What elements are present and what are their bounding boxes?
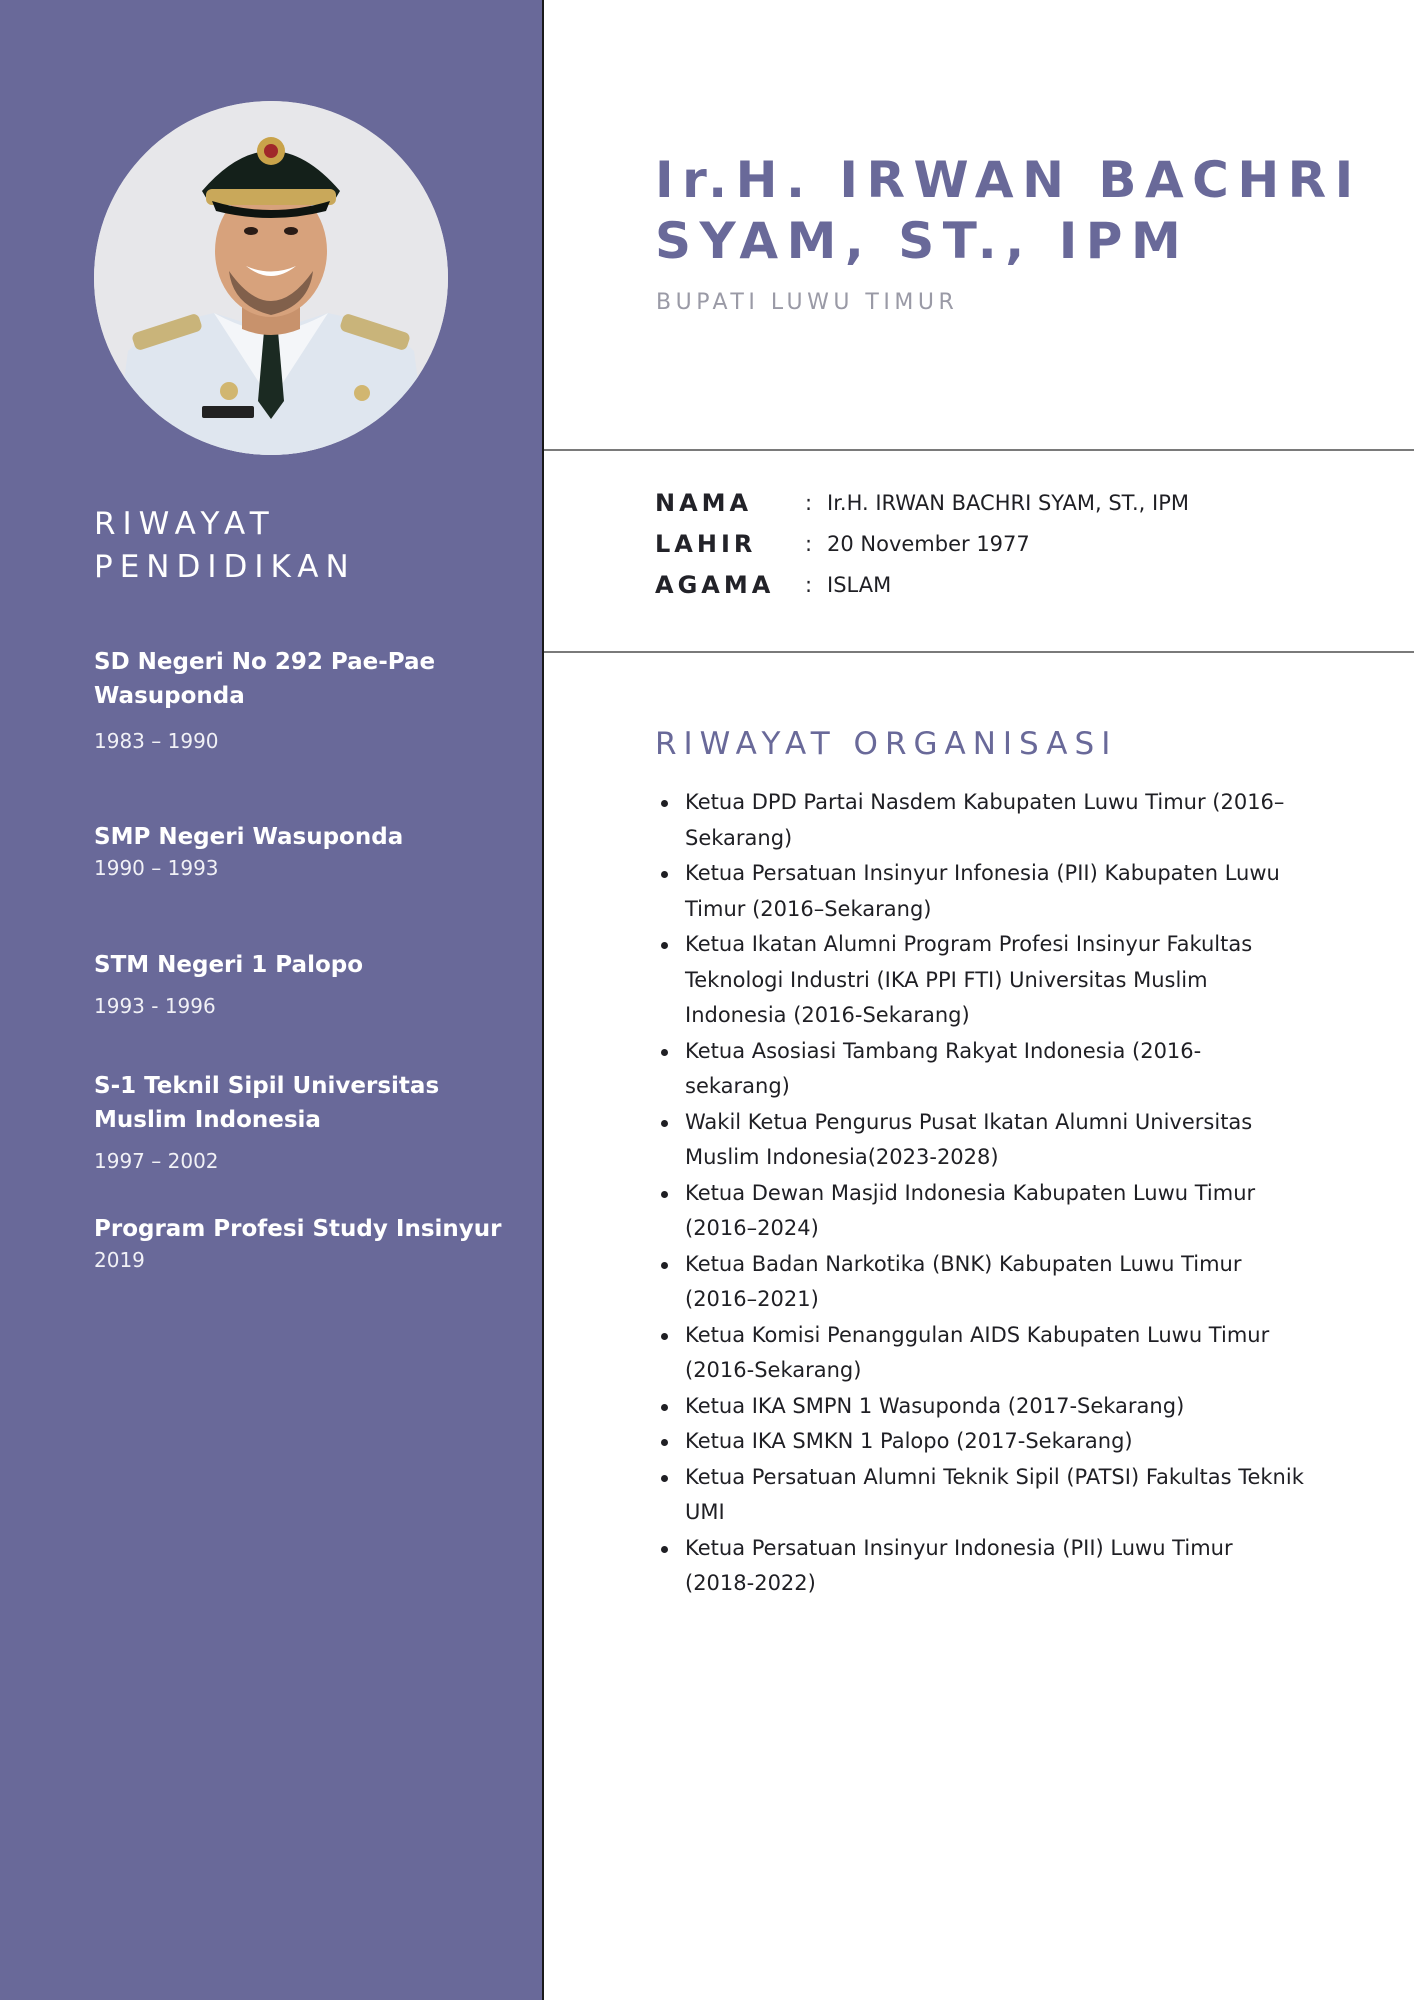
organization-text: Ketua IKA SMPN 1 Wasuponda (2017-Sekarang) xyxy=(685,1393,1185,1418)
bullet-icon xyxy=(661,1546,668,1553)
education-item xyxy=(94,1212,524,1274)
info-colon: : xyxy=(805,490,813,515)
education-school: Program Profesi Study Insinyur xyxy=(94,1216,502,1242)
info-value: 20 November 1977 xyxy=(827,531,1030,556)
education-school: SMP Negeri Wasuponda xyxy=(94,824,404,850)
bullet-icon xyxy=(661,1191,668,1198)
education-years: 2019 xyxy=(94,1248,145,1272)
bullet-icon xyxy=(661,1475,668,1482)
organization-item xyxy=(685,1034,1305,1105)
bullet-icon xyxy=(661,1333,668,1340)
education-heading: RIWAYAT PENDIDIKAN xyxy=(94,506,356,585)
profile-photo xyxy=(94,101,448,455)
education-years: 1983 – 1990 xyxy=(94,729,219,753)
education-school: S-1 Teknil Sipil Universitas Muslim Indonesia xyxy=(94,1073,440,1133)
education-school: SD Negeri No 292 Pae-Pae Wasuponda xyxy=(94,649,436,709)
info-value: ISLAM xyxy=(827,572,892,597)
bullet-icon xyxy=(661,1439,668,1446)
info-row-lahir xyxy=(655,523,1189,564)
horizontal-divider xyxy=(544,449,1414,451)
info-row-nama xyxy=(655,482,1189,523)
info-colon: : xyxy=(805,572,813,597)
organization-item xyxy=(685,1424,1305,1460)
vertical-divider xyxy=(542,0,544,2000)
info-label: NAMA xyxy=(655,488,753,517)
organization-text: Ketua Dewan Masjid Indonesia Kabupaten Luwu Timur (2016–2024) xyxy=(685,1180,1256,1240)
organization-item xyxy=(685,927,1305,1034)
education-item xyxy=(94,820,524,882)
organization-text: Ketua Komisi Penanggulan AIDS Kabupaten Luwu Timur (2016-Sekarang) xyxy=(685,1322,1270,1382)
education-years: 1997 – 2002 xyxy=(94,1149,219,1173)
bullet-icon xyxy=(661,1404,668,1411)
organization-text: Ketua Persatuan Insinyur Infonesia (PII) Kabupaten Luwu Timur (2016–Sekarang) xyxy=(685,861,1280,921)
info-label: AGAMA xyxy=(655,570,775,599)
education-years: 1990 – 1993 xyxy=(94,856,219,880)
bullet-icon xyxy=(661,871,668,878)
organization-item xyxy=(685,1531,1305,1602)
bullet-icon xyxy=(661,800,668,807)
education-item xyxy=(94,948,524,1020)
organization-item xyxy=(685,1105,1305,1176)
organization-item xyxy=(685,1176,1305,1247)
bullet-icon xyxy=(661,1262,668,1269)
organization-text: Ketua Persatuan Alumni Teknik Sipil (PATSI) Fakultas Teknik UMI xyxy=(685,1464,1304,1524)
organization-item xyxy=(685,856,1305,927)
bullet-icon xyxy=(661,1120,668,1127)
organization-text: Ketua Persatuan Insinyur Indonesia (PII) Luwu Timur (2018-2022) xyxy=(685,1535,1233,1595)
info-label: LAHIR xyxy=(655,529,757,558)
bullet-icon xyxy=(661,1049,668,1056)
portrait-image xyxy=(94,101,448,455)
organization-text: Ketua Asosiasi Tambang Rakyat Indonesia (2016-sekarang) xyxy=(685,1038,1202,1098)
organization-text: Ketua DPD Partai Nasdem Kabupaten Luwu Timur (2016–Sekarang) xyxy=(685,790,1285,850)
organization-item xyxy=(685,1389,1305,1425)
organization-text: Ketua IKA SMKN 1 Palopo (2017-Sekarang) xyxy=(685,1429,1133,1453)
organization-item xyxy=(685,785,1305,856)
organization-text: Wakil Ketua Pengurus Pusat Ikatan Alumni Universitas Muslim Indonesia(2023-2028) xyxy=(685,1109,1253,1169)
profile-name: Ir.H. IRWAN BACHRI SYAM, ST., IPM xyxy=(655,151,1362,270)
info-row-agama xyxy=(655,564,1189,605)
education-years: 1993 - 1996 xyxy=(94,994,216,1018)
organization-list xyxy=(685,785,1305,1602)
organization-item xyxy=(685,1318,1305,1389)
organization-text: Ketua Badan Narkotika (BNK) Kabupaten Luwu Timur (2016–2021) xyxy=(685,1251,1242,1311)
education-item xyxy=(94,645,524,755)
horizontal-divider xyxy=(544,651,1414,653)
organization-item xyxy=(685,1247,1305,1318)
personal-info xyxy=(655,482,1189,605)
bullet-icon xyxy=(661,942,668,949)
info-value: Ir.H. IRWAN BACHRI SYAM, ST., IPM xyxy=(827,490,1189,515)
education-item xyxy=(94,1069,524,1175)
organization-text: Ketua Ikatan Alumni Program Profesi Insinyur Fakultas Teknologi Industri (IKA PPI FTI) Universitas Muslim Indonesia (2016-Sekarang) xyxy=(685,932,1253,1027)
profile-position: BUPATI LUWU TIMUR xyxy=(656,290,959,315)
organization-heading: RIWAYAT ORGANISASI xyxy=(655,726,1118,762)
education-school: STM Negeri 1 Palopo xyxy=(94,952,364,978)
info-colon: : xyxy=(805,531,813,556)
organization-item xyxy=(685,1460,1305,1531)
